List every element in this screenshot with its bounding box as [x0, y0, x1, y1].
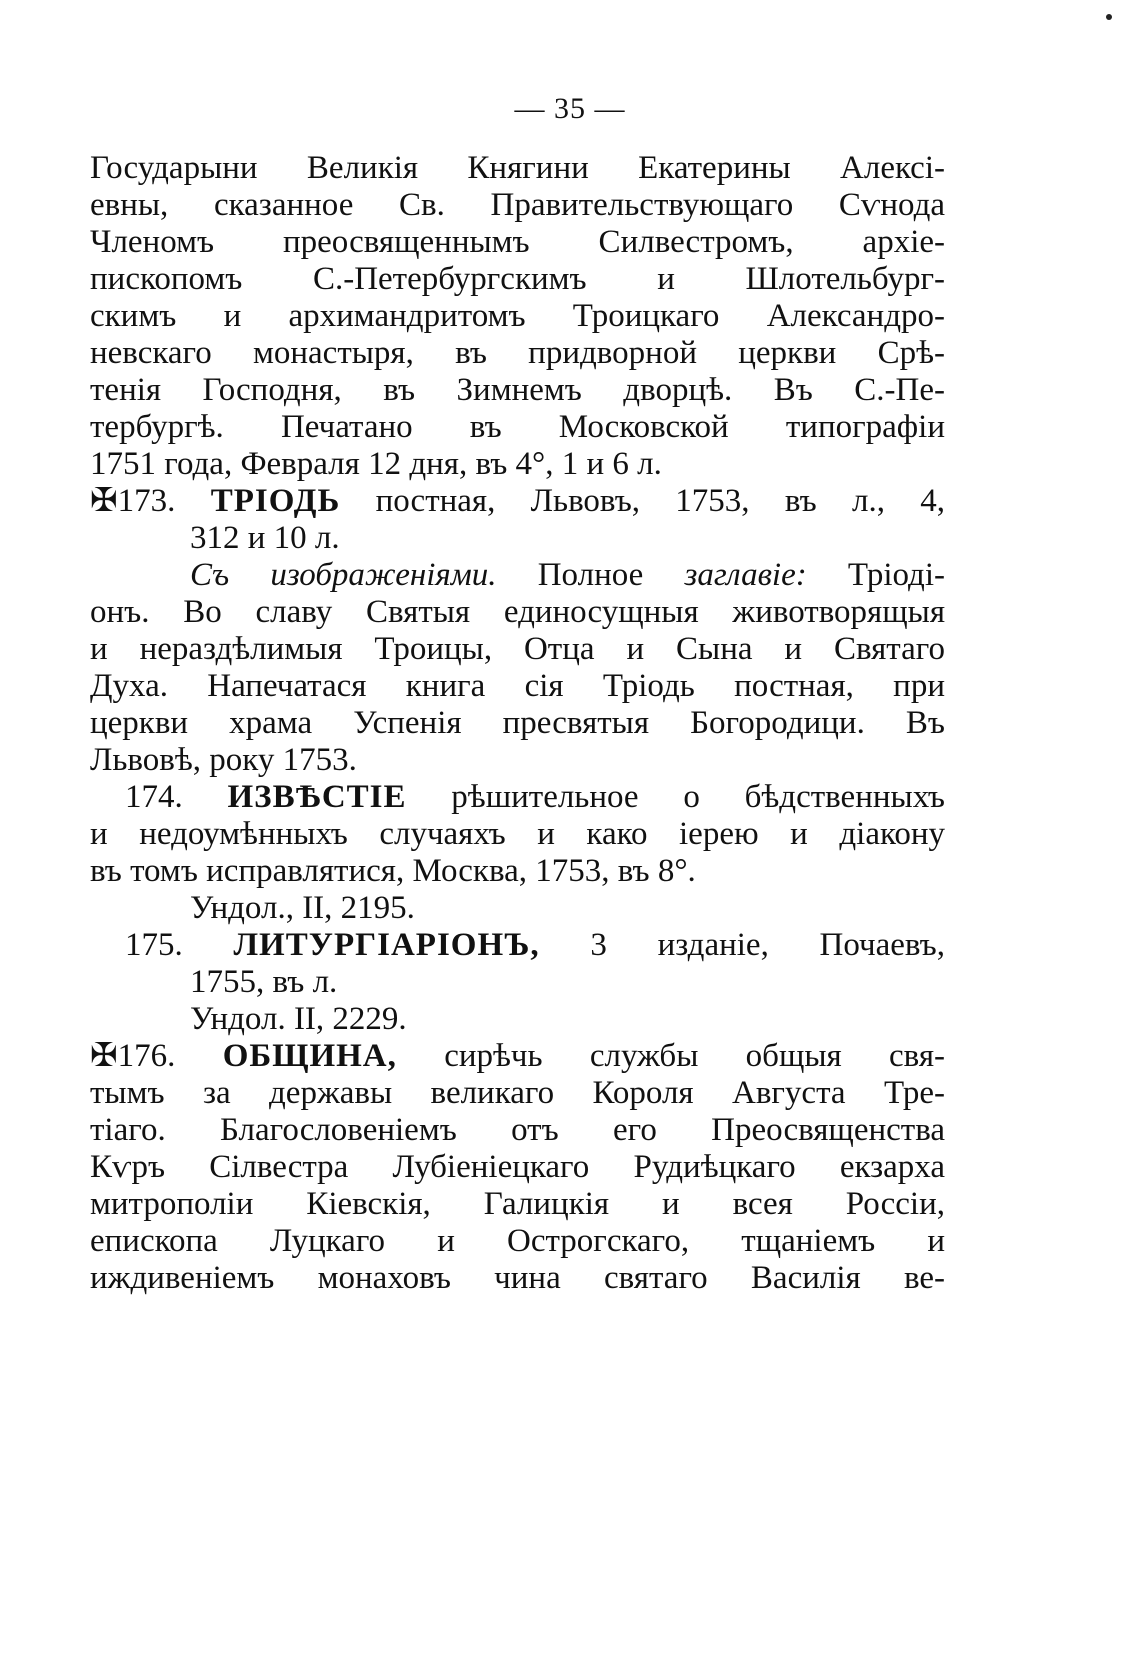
entry-marker: ✠173. [90, 483, 176, 519]
text-line: въ томъ исправлятися, Москва, 1753, въ 8°. [90, 853, 696, 889]
text-line: Государыни Великія Княгини Екатерины Алексі- [90, 150, 945, 186]
text-line: Членомъ преосвященнымъ Силвестромъ, архіе- [90, 224, 945, 260]
entry-text: 3 изданіе, Почаевъ, [590, 927, 945, 963]
text-line: тымъ за державы великаго Короля Августа Тре- [90, 1075, 945, 1111]
entry-title: ТРІОДЬ [210, 483, 341, 519]
text-line: церкви храма Успенія пресвятыя Богородици. Въ [90, 705, 945, 741]
entry-173-note [190, 559, 945, 592]
text-line: и недоумѣнныхъ случаяхъ и како іерею и діакону [90, 816, 945, 852]
text-line: 312 и 10 л. [190, 520, 340, 556]
entry-173-heading [90, 485, 945, 518]
text-line: невскаго монастыря, въ придворной церкви Срѣ- [90, 335, 945, 371]
reference: Ундол. II, 2229. [190, 1001, 407, 1037]
note-italic: заглавіе: [684, 557, 807, 593]
text-line: 1751 года, Февраля 12 дня, въ 4°, 1 и 6 л. [90, 446, 662, 482]
ink-speck [1106, 14, 1112, 20]
text-line: онъ. Во славу Святыя единосущныя животворящыя [90, 594, 945, 630]
text-line: Львовѣ, року 1753. [90, 742, 357, 778]
note-text: Полное [537, 557, 644, 593]
text-line: тербургѣ. Печатано въ Московской типографіи [90, 409, 945, 445]
entry-174-heading [125, 781, 945, 814]
reference: Ундол., II, 2195. [190, 890, 415, 926]
entry-text: рѣшительное о бѣдственныхъ [451, 779, 945, 815]
text-line: 1755, въ л. [190, 964, 338, 1000]
entry-text: сирѣчь службы общыя свя- [444, 1038, 945, 1074]
entry-text: постная, Львовъ, 1753, въ л., 4, [375, 483, 945, 519]
entry-marker: 174. [125, 779, 183, 815]
text-line: и нераздѣлимыя Троицы, Отца и Сына и Святаго [90, 631, 945, 667]
entry-marker: 175. [125, 927, 183, 963]
text-line: евны, сказанное Св. Правительствующаго Сѵнода [90, 187, 945, 223]
text-line: Духа. Напечатася книга сія Тріодь постная, при [90, 668, 945, 704]
entry-title: ИЗВѢСТІЕ [227, 779, 407, 815]
entry-marker: ✠176. [90, 1038, 176, 1074]
text-line: тіаго. Благословеніемъ отъ его Преосвященства [90, 1112, 945, 1148]
page-number: — 35 — [514, 92, 626, 125]
text-line: тенія Господня, въ Зимнемъ дворцѣ. Въ С.-Пе- [90, 372, 945, 408]
text-line: иждивеніемъ монаховъ чина святаго Василія ве- [90, 1260, 945, 1296]
note-italic: Съ изображеніями. [190, 557, 497, 593]
note-text: Тріоді- [847, 557, 945, 593]
entry-176-heading [90, 1040, 945, 1073]
text-line: пископомъ С.-Петербургскимъ и Шлотельбург- [90, 261, 945, 297]
text-line: митрополіи Кіевскія, Галицкія и всея Россіи, [90, 1186, 945, 1222]
entry-title: ОБЩИНА, [222, 1038, 397, 1074]
text-line: Кѵръ Сілвестра Лубіеніецкаго Рудиѣцкаго екзарха [90, 1149, 945, 1185]
text-line: скимъ и архимандритомъ Троицкаго Александро- [90, 298, 945, 334]
text-line: епископа Луцкаго и Острогскаго, тщаніемъ и [90, 1223, 945, 1259]
entry-title: ЛИТУРГІАРІОНЪ, [233, 927, 540, 963]
entry-175-heading [125, 929, 945, 962]
